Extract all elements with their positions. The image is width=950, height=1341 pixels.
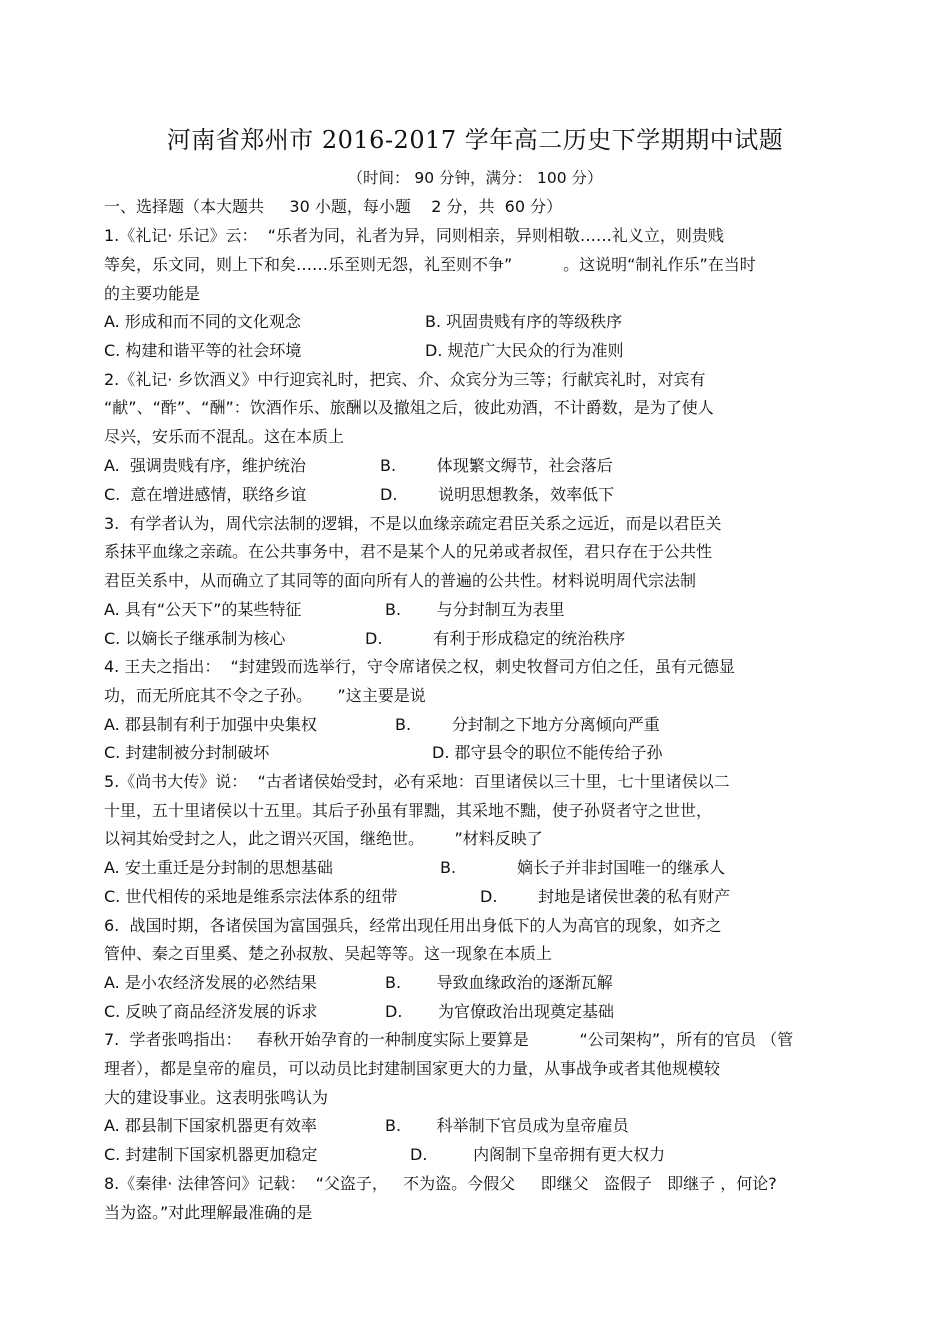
- question-8-line-2: 当为盗。”对此理解最准确的是: [104, 1203, 313, 1222]
- question-6-line-2: 管仲、秦之百里奚、楚之孙叔敖、吴起等等。这一现象在本质上: [104, 944, 553, 963]
- question-5-option-c: C. 世代相传的采地是维系宗法体系的纽带: [104, 887, 398, 906]
- question-5-option-b: B. 嫡长子并非封国唯一的继承人: [440, 858, 726, 877]
- question-7-option-b: B. 科举制下官员成为皇帝雇员: [385, 1116, 629, 1135]
- question-8-line-1: 8.《秦律· 法律答问》记载： “父盗子， 不为盗。今假父 即继父 盗假子 即继子 ，何论?: [104, 1174, 777, 1193]
- question-2-line-2: “献”、“酢”、“酬”：饮酒作乐、旅酬以及撤俎之后，彼此劝酒，不计爵数，是为了使人: [104, 398, 714, 417]
- question-3-line-3: 君臣关系中，从而确立了其同等的面向所有人的普遍的公共性。材料说明周代宗法制: [104, 571, 697, 590]
- question-2-option-c: C. 意在增进感情，联络乡谊: [104, 485, 307, 504]
- question-5-line-2: 十里，五十里诸侯以十五里。其后子孙虽有罪黜，其采地不黜，使子孙贤者守之世世，: [104, 801, 713, 820]
- question-3-line-1: 3. 有学者认为，周代宗法制的逻辑，不是以血缘亲疏定君臣关系之远近，而是以君臣关: [104, 514, 722, 533]
- question-1-line-1: 1.《礼记· 乐记》云： “乐者为同，礼者为异，同则相亲，异则相敬……礼义立，则贵贱: [104, 226, 724, 245]
- page-title: 河南省郑州市 2016-2017 学年高二历史下学期期中试题: [166, 126, 784, 154]
- question-3-option-a: A. 具有“公天下”的某些特征: [104, 600, 302, 619]
- question-5-line-1: 5.《尚书大传》说： “古者诸侯始受封，必有采地：百里诸侯以三十里，七十里诸侯以二: [104, 772, 730, 791]
- question-4-option-a: A. 郡县制有利于加强中央集权: [104, 715, 317, 734]
- question-5-option-a: A. 安土重迁是分封制的思想基础: [104, 858, 333, 877]
- question-6-option-d: D. 为官僚政治出现奠定基础: [385, 1002, 615, 1021]
- question-7-line-1: 7. 学者张鸣指出： 春秋开始孕育的一种制度实际上要算是 “公司架构”，所有的官员 （管: [104, 1030, 794, 1049]
- section-heading: 一、选择题（本大题共 30 小题，每小题 2 分，共 60 分）: [104, 197, 563, 216]
- question-2-option-a: A. 强调贵贱有序，维护统治: [104, 456, 306, 475]
- question-1-line-2: 等矣，乐文同，则上下和矣……乐至则无怨，礼至则不争” 。这说明“制礼作乐”在当时: [104, 255, 756, 274]
- question-7-option-d: D. 内阁制下皇帝拥有更大权力: [410, 1145, 666, 1164]
- question-7-option-c: C. 封建制下国家机器更加稳定: [104, 1145, 318, 1164]
- question-7-option-a: A. 郡县制下国家机器更有效率: [104, 1116, 317, 1135]
- question-1-line-3: 的主要功能是: [104, 284, 201, 303]
- question-5-option-d: D. 封地是诸侯世袭的私有财产: [480, 887, 731, 906]
- question-6-option-c: C. 反映了商品经济发展的诉求: [104, 1002, 318, 1021]
- question-5-line-3: 以祠其始受封之人，此之谓兴灭国，继绝世。 ”材料反映了: [104, 829, 543, 848]
- question-6-line-1: 6. 战国时期，各诸侯国为富国强兵，经常出现任用出身低下的人为高官的现象，如齐之: [104, 916, 722, 935]
- question-3-option-c: C. 以嫡长子继承制为核心: [104, 629, 286, 648]
- question-3-line-2: 系抹平血缘之亲疏。在公共事务中，君不是某个人的兄弟或者叔侄，君只存在于公共性: [104, 542, 713, 561]
- question-7-line-2: 理者），都是皇帝的雇员，可以动员比封建制国家更大的力量，从事战争或者其他规模较: [104, 1059, 721, 1078]
- question-6-option-a: A. 是小农经济发展的必然结果: [104, 973, 317, 992]
- question-3-option-d: D. 有利于形成稳定的统治秩序: [365, 629, 626, 648]
- question-2-line-3: 尽兴，安乐而不混乱。这在本质上: [104, 427, 345, 446]
- question-4-option-c: C. 封建制被分封制破坏: [104, 743, 270, 762]
- question-3-option-b: B. 与分封制互为表里: [385, 600, 565, 619]
- question-4-line-1: 4. 王夫之指出： “封建毁而选举行，守令席诸侯之权，刺史牧督司方伯之任，虽有元德显: [104, 657, 735, 676]
- question-4-option-d: D. 郡守县令的职位不能传给子孙: [432, 743, 663, 762]
- question-1-option-a: A. 形成和而不同的文化观念: [104, 312, 301, 331]
- exam-info: （时间： 90 分钟，满分： 100 分）: [347, 169, 603, 187]
- question-1-option-b: B. 巩固贵贱有序的等级秩序: [425, 312, 623, 331]
- question-2-option-b: B. 体现繁文缛节，社会落后: [380, 456, 613, 475]
- question-7-line-3: 大的建设事业。这表明张鸣认为: [104, 1088, 329, 1107]
- question-2-line-1: 2.《礼记· 乡饮酒义》中行迎宾礼时，把宾、介、众宾分为三等；行献宾礼时，对宾有: [104, 370, 706, 389]
- question-1-option-d: D. 规范广大民众的行为准则: [425, 341, 624, 360]
- question-1-option-c: C. 构建和谐平等的社会环境: [104, 341, 302, 360]
- question-4-line-2: 功，而无所庇其不令之子孙。 ”这主要是说: [104, 686, 426, 705]
- question-2-option-d: D. 说明思想教条，效率低下: [380, 485, 615, 504]
- question-4-option-b: B. 分封制之下地方分离倾向严重: [395, 715, 660, 734]
- question-6-option-b: B. 导致血缘政治的逐渐瓦解: [385, 973, 613, 992]
